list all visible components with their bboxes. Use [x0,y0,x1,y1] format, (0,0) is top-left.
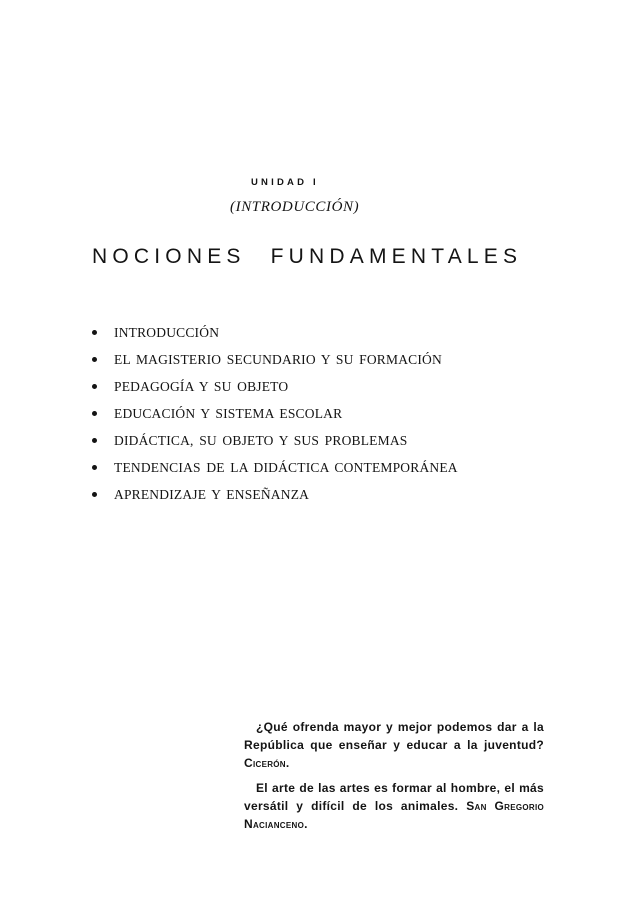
bullet-icon [92,411,97,416]
quote-text: ¿Qué ofrenda mayor y mejor podemos dar a la República que enseñar y educar a la juventud? [244,720,544,752]
topic-item [92,378,458,405]
topic-label: INTRODUCCIÓN [114,325,220,340]
topic-label: DIDÁCTICA, SU OBJETO Y SUS PROBLEMAS [114,433,408,448]
bullet-icon [92,492,97,497]
topic-label: APRENDIZAJE Y ENSEÑANZA [114,487,310,502]
epigraph [244,718,544,840]
topic-list [92,324,458,513]
epigraph-quote [244,718,544,772]
topic-label: TENDENCIAS DE LA DIDÁCTICA CONTEMPORÁNEA [114,460,458,475]
topic-item [92,351,458,378]
topic-label: EL MAGISTERIO SECUNDARIO Y SU FORMACIÓN [114,352,442,367]
topic-item [92,405,458,432]
bullet-icon [92,438,97,443]
unit-label: UNIDAD I [251,177,319,188]
topic-item [92,459,458,486]
quote-author: San Gregorio Nacianceno. [244,799,545,831]
chapter-title: NOCIONES FUNDAMENTALES [92,245,523,268]
topic-label: PEDAGOGÍA Y SU OBJETO [114,379,289,394]
epigraph-quote [244,779,544,833]
topic-item [92,324,458,351]
bullet-icon [92,384,97,389]
bullet-icon [92,357,97,362]
unit-subtitle: (INTRODUCCIÓN) [230,199,360,215]
bullet-icon [92,330,97,335]
topic-item [92,432,458,459]
bullet-icon [92,465,97,470]
topic-label: EDUCACIÓN Y SISTEMA ESCOLAR [114,406,343,421]
quote-author: Cicerón. [244,756,290,770]
quote-text: El arte de las artes es formar al hombre, el más versátil y difícil de los animales. [244,781,544,813]
topic-item [92,486,458,513]
